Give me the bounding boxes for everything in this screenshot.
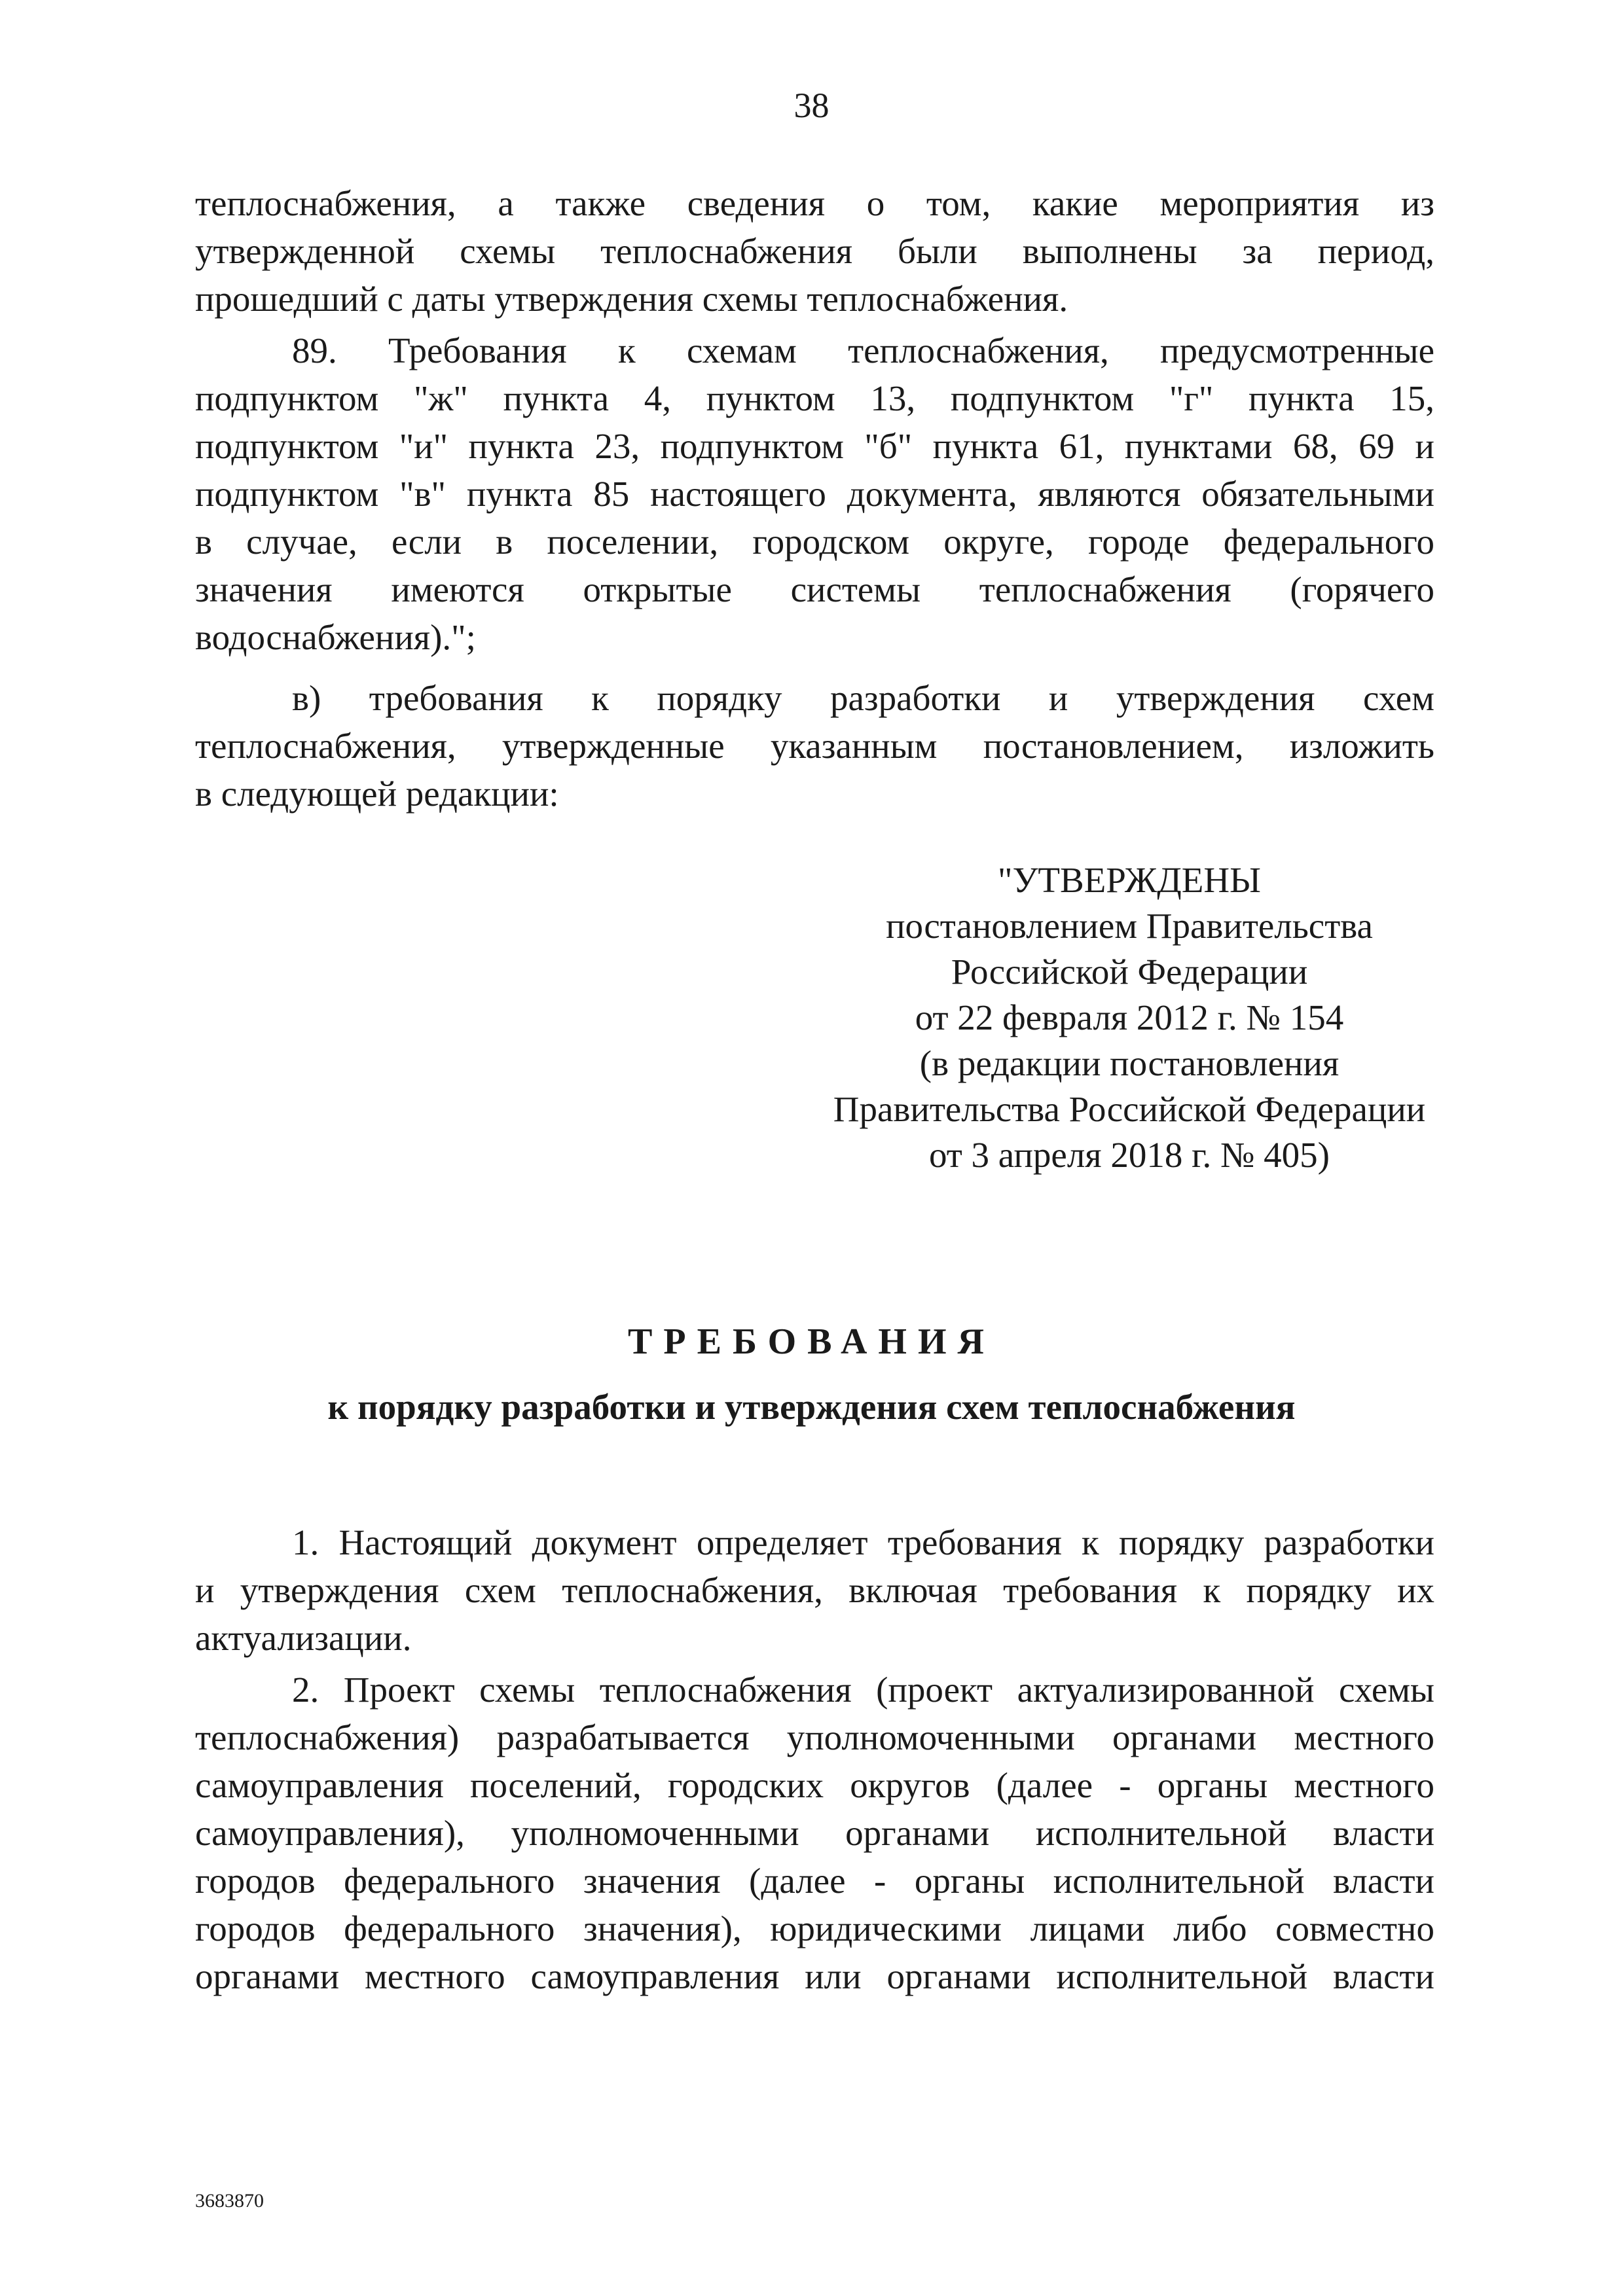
paragraph-point-1 <box>195 1518 1434 1662</box>
text-line: самоуправления), уполномоченными органами исполнительной власти <box>195 1813 1434 1853</box>
text-line: 1. Настоящий документ определяет требования к порядку разработки <box>292 1522 1434 1562</box>
text-line: в случае, если в поселении, городском округе, городе федерального <box>195 522 1434 562</box>
approval-line: "УТВЕРЖДЕНЫ <box>998 860 1261 900</box>
text-line: городов федерального значения (далее - органы исполнительной власти <box>195 1861 1434 1901</box>
text-line: органами местного самоуправления или органами исполнительной власти <box>195 1956 1434 1996</box>
paragraph-item-89 <box>195 327 1434 661</box>
paragraph-item-v <box>195 674 1434 817</box>
text-line: утвержденной схемы теплоснабжения были выполнены за период, <box>195 231 1434 271</box>
approval-line: Российской Федерации <box>951 952 1308 992</box>
text-line: подпунктом "ж" пункта 4, пунктом 13, подпунктом "г" пункта 15, <box>195 378 1434 418</box>
document-code: 3683870 <box>195 2190 264 2212</box>
text-line: 89. Требования к схемам теплоснабжения, предусмотренные <box>292 331 1434 370</box>
text-line: самоуправления поселений, городских округов (далее - органы местного <box>195 1765 1434 1805</box>
paragraph-point-2 <box>195 1666 1434 2000</box>
text-line: водоснабжения)."; <box>195 617 476 657</box>
text-line: прошедший с даты утверждения схемы теплоснабжения. <box>195 279 1068 319</box>
text-line: подпунктом "и" пункта 23, подпунктом "б" пункта 61, пунктами 68, 69 и <box>195 426 1434 466</box>
approval-line: (в редакции постановления <box>919 1043 1340 1083</box>
text-line: теплоснабжения, утвержденные указанным постановлением, изложить <box>195 726 1434 766</box>
text-line: и утверждения схем теплоснабжения, включая требования к порядку их <box>195 1570 1434 1610</box>
text-line: теплоснабжения) разрабатывается уполномоченными органами местного <box>195 1717 1434 1757</box>
continued-paragraph <box>195 179 1434 323</box>
approval-block <box>714 857 1545 1178</box>
text-line: в следующей редакции: <box>195 774 559 814</box>
text-line: подпунктом "в" пункта 85 настоящего документа, являются обязательными <box>195 474 1434 514</box>
text-line: значения имеются открытые системы теплоснабжения (горячего <box>195 569 1434 609</box>
approval-line: от 3 апреля 2018 г. № 405) <box>929 1135 1330 1175</box>
text-line: городов федерального значения), юридическими лицами либо совместно <box>195 1909 1434 1948</box>
approval-line: от 22 февраля 2012 г. № 154 <box>915 997 1344 1037</box>
approval-line: Правительства Российской Федерации <box>833 1089 1426 1129</box>
approval-line: постановлением Правительства <box>886 906 1373 946</box>
document-title: ТРЕБОВАНИЯ <box>628 1321 995 1362</box>
text-line: актуализации. <box>195 1618 412 1658</box>
text-line: в) требования к порядку разработки и утверждения схем <box>292 678 1434 718</box>
document-subtitle: к порядку разработки и утверждения схем теплоснабжения <box>327 1387 1296 1427</box>
page-number: 38 <box>793 86 830 125</box>
text-line: теплоснабжения, а также сведения о том, какие мероприятия из <box>195 183 1434 223</box>
text-line: 2. Проект схемы теплоснабжения (проект актуализированной схемы <box>292 1670 1434 1710</box>
